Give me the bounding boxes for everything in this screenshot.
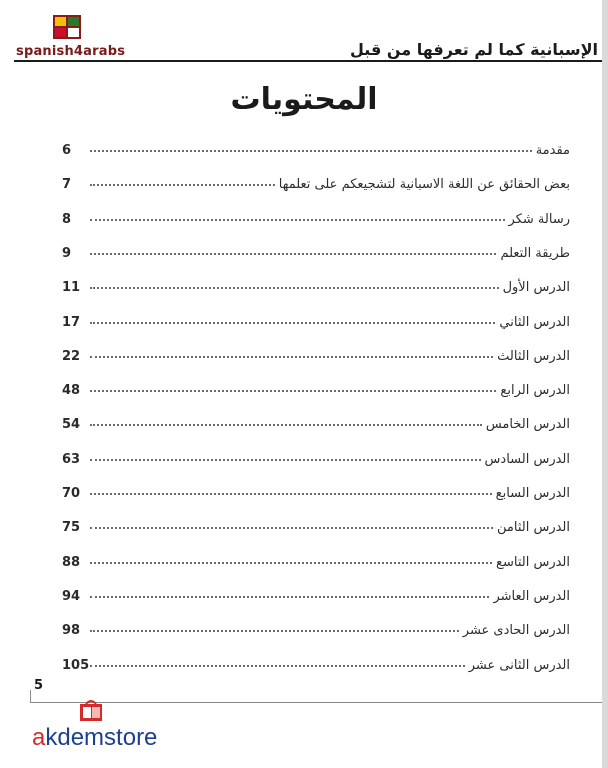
toc-entry [62,269,570,295]
toc-page-number: 7 [62,177,72,193]
toc-entry-label: الدرس السابع [495,486,570,501]
header-divider [14,60,602,62]
page-number: 5 [34,678,44,693]
toc-leader-dots [90,424,482,426]
toc-entry [62,304,570,330]
toc-entry [62,166,570,192]
book-logo-icon [52,14,82,40]
toc-entry-label: مقدمة [535,143,570,158]
toc-page-number: 54 [62,417,81,433]
toc-entry-label: الدرس التاسع [496,554,570,570]
toc-page-number: 88 [62,554,81,570]
toc-entry-label: الدرس الثالث [497,348,570,364]
toc-leader-dots [90,356,493,358]
toc-page-number: 98 [62,623,81,639]
toc-entry [62,338,570,364]
toc-entry-label: طريقة التعلم [500,245,570,261]
toc-entry-label: الدرس الحادى عشر [462,623,570,639]
toc-entry-label: الدرس الثاني [499,314,570,330]
toc-page-number: 9 [62,245,72,261]
toc-leader-dots [90,253,496,255]
toc-entry [62,201,570,227]
toc-leader-dots [90,527,493,529]
toc-entry [62,509,570,535]
footer-divider [30,702,602,703]
toc-page-number: 48 [62,383,81,399]
toc-page-number: 105 [62,657,90,673]
toc-leader-dots [90,390,496,392]
toc-entry [62,441,570,467]
brand-name: spanish4arabs [16,44,126,59]
toc-entry [62,647,570,673]
toc-page-number: 6 [62,143,72,158]
toc-title: المحتويات [230,82,378,117]
toc-page-number: 17 [62,314,81,330]
toc-leader-dots [90,665,465,667]
toc-leader-dots [90,459,481,461]
footer-tick [30,690,31,702]
toc-leader-dots [90,287,499,289]
toc-entry [62,612,570,638]
toc-page-number: 8 [62,211,72,227]
toc-page-number: 75 [62,520,81,536]
toc-entry [62,406,570,432]
toc-leader-dots [90,184,275,186]
toc-entry-label: الدرس الثانى عشر [468,657,570,673]
toc-entry [62,578,570,604]
toc-leader-dots [90,493,492,495]
toc-entry [62,372,570,398]
store-bag-icon [78,698,104,722]
toc-leader-dots [90,562,492,564]
toc-leader-dots [90,630,459,632]
toc-entry [62,235,570,261]
toc-entry-label: الدرس الخامس [485,417,570,433]
toc-entry-label: الدرس الرابع [500,383,570,399]
toc-entry [62,132,570,158]
toc-page-number: 70 [62,486,81,501]
toc-entry-label: الدرس العاشر [493,588,570,604]
toc-entry-label: الدرس الأول [502,280,570,296]
toc-leader-dots [90,150,532,152]
toc-page-number: 94 [62,588,81,604]
book-title: الإسبانية كما لم تعرفها من قبل [350,40,598,59]
store-name: akdemstore [32,724,158,751]
toc-leader-dots [90,322,495,324]
toc-page-number: 22 [62,348,81,364]
toc-entry-label: رسالة شكر [508,211,570,227]
page-header [0,0,608,62]
toc-leader-dots [90,596,489,598]
toc-page-number: 11 [62,280,81,296]
toc-entry-label: الدرس السادس [484,451,570,467]
toc-leader-dots [90,219,505,221]
toc-entry [62,475,570,501]
toc-entry-label: بعض الحقائق عن اللغة الاسبانية لتشجيعكم على تعلمها [278,177,570,193]
toc-page-number: 63 [62,451,81,467]
toc-entry [62,544,570,570]
toc-entry-label: الدرس الثامن [497,520,570,536]
